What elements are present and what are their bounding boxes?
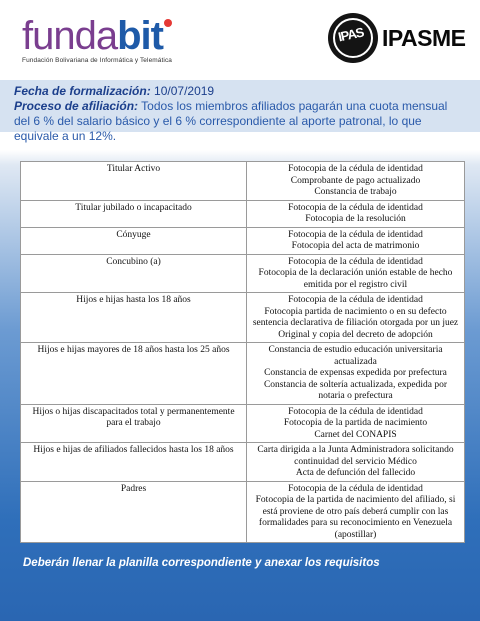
role-cell: Padres bbox=[21, 481, 247, 543]
ipasme-wordmark: IPASME bbox=[382, 25, 466, 51]
table-row bbox=[21, 254, 465, 293]
table-row bbox=[21, 443, 465, 482]
requirement-item: Fotocopia de la cédula de identidad bbox=[288, 295, 423, 305]
requirement-item: Fotocopia de la cédula de identidad bbox=[288, 256, 423, 267]
fundabit-word-bold: bit bbox=[117, 14, 163, 58]
requirement-item: Constancia de expensas expedida por prefectura bbox=[264, 368, 447, 378]
fundabit-wordmark bbox=[22, 16, 172, 56]
requirement-item: Carnet del CONAPIS bbox=[314, 429, 397, 440]
info-band bbox=[0, 80, 480, 143]
requirement-item: Fotocopia de la cédula de identidad bbox=[288, 202, 423, 213]
requirement-item: Fotocopia de la partida de nacimiento del afiliado, si está proviene de otro país deberá cumplir con las formalidades para su reconocimiento en Venezuela (apostillar) bbox=[255, 495, 456, 540]
requirement-item: Original y copia del decreto de adopción bbox=[278, 329, 433, 340]
table-row bbox=[21, 293, 465, 343]
formalization-date-line bbox=[14, 84, 466, 99]
table-row bbox=[21, 404, 465, 443]
requirements-cell bbox=[247, 481, 465, 543]
table-row bbox=[21, 343, 465, 405]
role-cell: Titular jubilado o incapacitado bbox=[21, 200, 247, 227]
requirement-item: Fotocopia de la cédula de identidad bbox=[288, 483, 423, 494]
role-cell: Hijos o hijas discapacitados total y permanentemente para el trabajo bbox=[21, 404, 247, 443]
requirement-item: Fotocopia partida de nacimiento o en su defecto sentencia declarativa de filiación otorgada por un juez bbox=[252, 306, 459, 328]
role-cell: Titular Activo bbox=[21, 162, 247, 201]
requirements-table bbox=[20, 161, 465, 543]
requirement-item: Fotocopia de la cédula de identidad bbox=[288, 164, 423, 174]
requirement-item: Constancia de trabajo bbox=[314, 187, 397, 197]
date-value: 10/07/2019 bbox=[154, 84, 215, 98]
role-cell: Hijos e hijas de afiliados fallecidos hasta los 18 años bbox=[21, 443, 247, 482]
ipasme-logo bbox=[328, 13, 464, 63]
table-row bbox=[21, 200, 465, 227]
process-line bbox=[14, 99, 466, 144]
process-text: Todos los miembros afiliados pagarán una cuota mensual del 6 % del salario básico y el 6 % correspondiente al aporte patronal, lo que equivale a un 12%. bbox=[14, 99, 448, 143]
requirement-item: Fotocopia de la cédula de identidad bbox=[288, 406, 423, 417]
ipasme-badge-icon bbox=[328, 13, 378, 63]
requirement-item: Fotocopia de la resolución bbox=[305, 214, 406, 224]
role-cell: Cónyuge bbox=[21, 227, 247, 254]
requirement-item: Constancia de estudio educación universitaria actualizada bbox=[268, 345, 443, 367]
process-label: Proceso de afiliación: bbox=[14, 99, 139, 113]
requirements-cell bbox=[247, 343, 465, 405]
requirement-item: Carta dirigida a la Junta Administradora solicitando continuidad del servicio Médico bbox=[257, 445, 454, 467]
requirements-cell bbox=[247, 162, 465, 201]
table-row bbox=[21, 162, 465, 201]
fundabit-dot-icon bbox=[164, 19, 172, 27]
requirements-cell bbox=[247, 293, 465, 343]
requirement-item: Constancia de soltería actualizada, expedida por notaria o prefectura bbox=[263, 379, 448, 401]
requirements-table-container bbox=[20, 161, 465, 543]
requirements-cell bbox=[247, 200, 465, 227]
role-cell: Hijos e hijas mayores de 18 años hasta los 25 años bbox=[21, 343, 247, 405]
requirements-cell bbox=[247, 443, 465, 482]
fundabit-subtitle: Fundación Bolivariana de Informática y Telemática bbox=[22, 57, 173, 64]
requirement-item: Fotocopia de la partida de nacimiento bbox=[283, 418, 428, 428]
footer-note: Deberán llenar la planilla correspondiente y anexar los requisitos bbox=[23, 557, 380, 569]
page-header bbox=[0, 0, 480, 80]
table-row bbox=[21, 481, 465, 543]
fundabit-word-light: funda bbox=[22, 14, 118, 58]
fundabit-logo bbox=[22, 16, 172, 64]
table-row bbox=[21, 227, 465, 254]
requirement-item: Fotocopia de la cédula de identidad bbox=[288, 229, 423, 240]
requirement-item: Fotocopia del acta de matrimonio bbox=[291, 241, 420, 251]
requirement-item: Comprobante de pago actualizado bbox=[290, 175, 421, 186]
requirement-item: Acta de defunción del fallecido bbox=[295, 468, 416, 478]
requirements-cell bbox=[247, 254, 465, 293]
role-cell: Hijos e hijas hasta los 18 años bbox=[21, 293, 247, 343]
requirements-cell bbox=[247, 227, 465, 254]
requirement-item: Fotocopia de la declaración unión estable de hecho emitida por el registro civil bbox=[258, 268, 453, 290]
date-label: Fecha de formalización: bbox=[14, 84, 151, 98]
role-cell: Concubino (a) bbox=[21, 254, 247, 293]
ipasme-badge-text: IPAS bbox=[336, 24, 365, 45]
requirements-cell bbox=[247, 404, 465, 443]
requirements-table-body bbox=[21, 162, 465, 543]
